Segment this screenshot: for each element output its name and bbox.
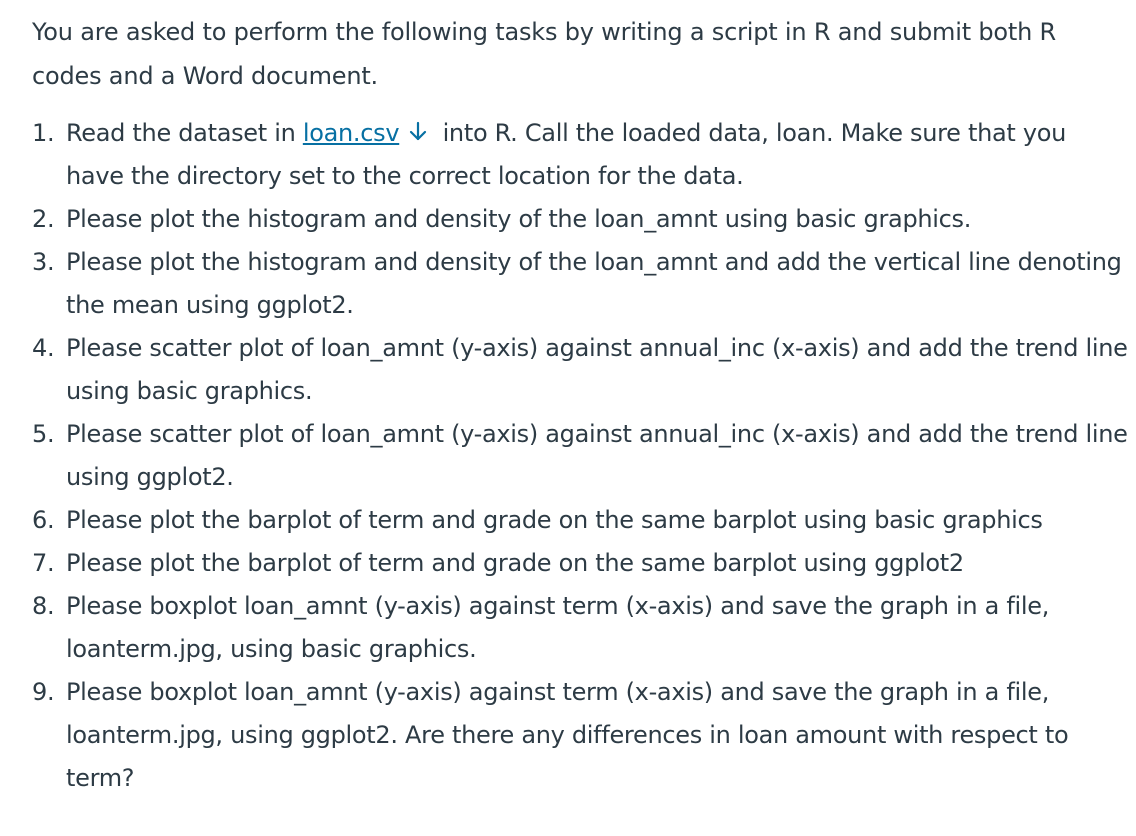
task-list	[32, 112, 1128, 800]
assignment-intro: You are asked to perform the following tasks by writing a script in R and submit both R codes and a Word document.	[32, 18, 1056, 90]
loan-csv-link[interactable]: loan.csv	[302, 119, 400, 147]
task-item-2: Please plot the histogram and density of the loan_amnt using basic graphics.	[66, 205, 972, 233]
task-1-text-after: into R. Call the loaded data, loan. Make sure that you have the directory set to the correct location for the data.	[66, 119, 1067, 190]
task-item-7: Please plot the barplot of term and grade on the same barplot using ggplot2	[66, 549, 964, 577]
task-1-text-before: Read the dataset in	[66, 119, 303, 147]
task-item-8: Please boxplot loan_amnt (y-axis) against term (x-axis) and save the graph in a file, loanterm.jpg, using basic graphics.	[66, 592, 1050, 663]
task-item-5: Please scatter plot of loan_amnt (y-axis) against annual_inc (x-axis) and add the trend line using ggplot2.	[66, 420, 1128, 491]
task-item-1	[66, 112, 1128, 198]
task-item-9: Please boxplot loan_amnt (y-axis) against term (x-axis) and save the graph in a file, loanterm.jpg, using ggplot2. Are there any differences in loan amount with respect to term?	[66, 678, 1069, 792]
task-item-6: Please plot the barplot of term and grade on the same barplot using basic graphics	[66, 506, 1043, 534]
task-item-3: Please plot the histogram and density of the loan_amnt and add the vertical line denoting the mean using ggplot2.	[66, 248, 1122, 319]
assignment-content	[32, 10, 1128, 800]
task-item-4: Please scatter plot of loan_amnt (y-axis) against annual_inc (x-axis) and add the trend line using basic graphics.	[66, 334, 1128, 405]
download-arrow-icon[interactable]	[407, 119, 429, 145]
